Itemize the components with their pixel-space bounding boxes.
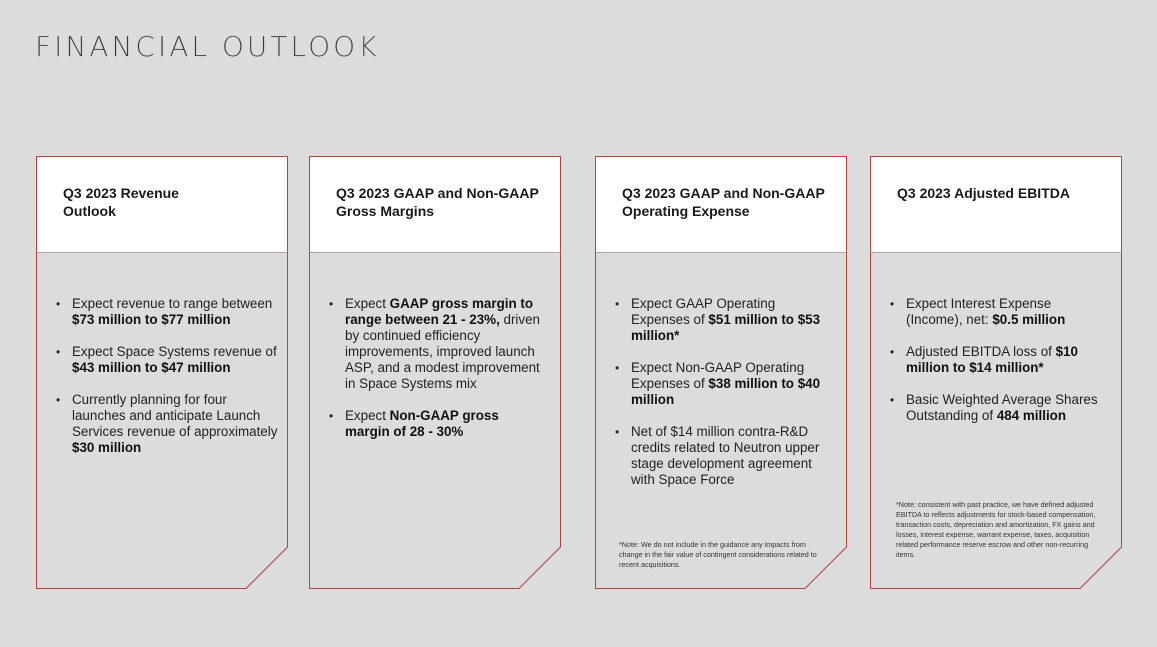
bullet-text: Adjusted EBITDA loss of (906, 344, 1056, 359)
bullet-item (890, 296, 1108, 328)
card-adjusted-ebitda (870, 156, 1122, 589)
card-header (37, 157, 287, 252)
bullet-item (56, 296, 278, 328)
card-header (310, 157, 560, 252)
bullet-highlight: 484 million (996, 408, 1067, 423)
bullet-highlight: $51 million to $53 million* (631, 312, 821, 343)
bullet-highlight: Non-GAAP gross margin of 28 - 30% (345, 408, 499, 439)
bullet-text: Expect GAAP Operating Expenses of (631, 296, 776, 327)
bullet-text: Expect Space Systems revenue of (72, 344, 277, 359)
bullet-highlight: $30 million (72, 440, 142, 455)
bullet-list (329, 296, 541, 440)
bullet-highlight: $73 million to $77 million (72, 312, 231, 327)
bullet-highlight: $43 million to $47 million (72, 360, 231, 375)
bullet-text: Expect (345, 408, 390, 423)
card-title: Q3 2023 Revenue Outlook (63, 185, 179, 219)
bullet-list (890, 296, 1108, 424)
card-body (615, 296, 829, 504)
bullet-highlight: $38 million to $40 million (631, 376, 821, 407)
bullet-item (56, 392, 278, 456)
bullet-text: Currently planning for four launches and anticipate Launch Services revenue of approximately (72, 392, 278, 439)
bullet-item (890, 344, 1108, 376)
card-gross-margins (309, 156, 561, 589)
card-title: Q3 2023 GAAP and Non-GAAP Gross Margins (336, 185, 539, 219)
bullet-item (329, 408, 541, 440)
card-operating-expense (595, 156, 847, 589)
card-revenue-outlook (36, 156, 288, 589)
card-header (596, 157, 846, 252)
bullet-text: Expect Interest Expense (Income), net: (906, 296, 1052, 327)
card-body (329, 296, 541, 456)
bullet-item (615, 424, 829, 488)
page-title: FINANCIAL OUTLOOK (35, 30, 380, 63)
bullet-text: Expect (345, 296, 390, 311)
bullet-item (615, 360, 829, 408)
card-body (56, 296, 278, 472)
bullet-list (56, 296, 278, 456)
bullet-item (615, 296, 829, 344)
bullet-text: Net of $14 million contra-R&D credits related to Neutron upper stage development agreement with Space Force (631, 424, 820, 487)
bullet-item (56, 344, 278, 376)
bullet-item (329, 296, 541, 392)
bullet-text: Expect Non-GAAP Operating Expenses of (631, 360, 805, 391)
card-title: Q3 2023 GAAP and Non-GAAP Operating Expense (622, 185, 825, 219)
footnote: *Note: We do not include in the guidance any impacts from change in the fair value of contingent considerations related to recent acquisitions. (619, 540, 817, 569)
bullet-text: Basic Weighted Average Shares Outstanding of (906, 392, 1098, 423)
bullet-text: driven by continued efficiency improvements, improved launch ASP, and a modest improvement in Space Systems mix (345, 312, 540, 391)
bullet-item (890, 392, 1108, 424)
bullet-text: Expect revenue to range between (72, 296, 273, 311)
bullet-highlight: $10 million to $14 million* (906, 344, 1078, 375)
bullet-list (615, 296, 829, 488)
card-header (871, 157, 1121, 252)
card-body (890, 296, 1108, 440)
bullet-highlight: GAAP gross margin to range between 21 - 23%, (345, 296, 534, 327)
footnote: *Note: consistent with past practice, we have defined adjusted EBITDA to reflects adjustments for stock-based compensation, transaction costs, depreciation and amortization, FX gains and losses, interest expense, warrant expense, taxes, acquisition related performance reserve escrow and other non-recurring items. (896, 500, 1096, 559)
bullet-highlight: $0.5 million (992, 312, 1066, 327)
card-title: Q3 2023 Adjusted EBITDA (897, 185, 1070, 201)
